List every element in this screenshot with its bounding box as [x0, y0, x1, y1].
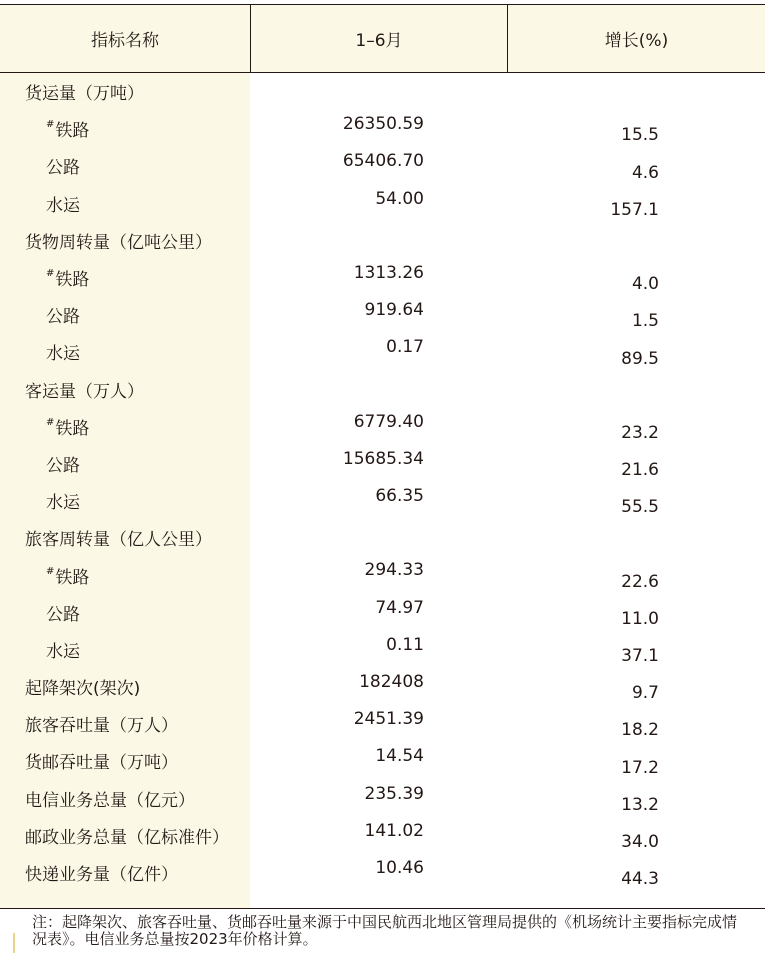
indicator-label: 水运 [46, 493, 80, 514]
value-period: 0.11 [386, 634, 424, 655]
value-growth: 4.6 [631, 162, 659, 183]
indicator-label: 公路 [46, 307, 80, 328]
table-body [0, 73, 765, 908]
indicator-label: 快递业务量（亿件） [25, 865, 178, 886]
value-period: 54.00 [375, 188, 424, 209]
value-growth: 44.3 [621, 869, 659, 890]
table-row [0, 854, 765, 891]
value-period: 10.46 [375, 857, 424, 878]
indicator-name [0, 780, 250, 817]
table-header [0, 4, 765, 73]
indicator-label: 旅客吞吐量（万人） [25, 716, 178, 737]
indicator-label: 货运量（万吨） [25, 84, 144, 105]
value-period: 26350.59 [342, 114, 424, 135]
indicator-label: 水运 [46, 195, 80, 216]
indicator-name [0, 333, 250, 370]
indicator-label: 旅客周转量（亿人公里） [25, 530, 212, 551]
value-growth [424, 222, 659, 259]
indicator-name [0, 705, 250, 742]
indicator-label: 水运 [46, 344, 80, 365]
table-row [0, 445, 765, 482]
value-growth: 157.1 [610, 199, 659, 220]
indicator-name [0, 110, 250, 147]
indicator-label: 铁路 [55, 418, 90, 439]
table-row [0, 408, 765, 445]
value-period: 65406.70 [342, 151, 424, 172]
value-period [250, 519, 424, 556]
table-row [0, 110, 765, 147]
indicator-label: 邮政业务总量（亿标准件） [25, 827, 229, 848]
value-period [250, 371, 424, 408]
table-row [0, 222, 765, 259]
indicator-label: 铁路 [55, 567, 90, 588]
indicator-name [0, 73, 250, 110]
value-period: 14.54 [375, 746, 424, 767]
value-growth [424, 519, 659, 556]
value-period [250, 222, 424, 259]
table-row [0, 817, 765, 854]
footnote-mark: # [46, 416, 55, 428]
value-growth: 22.6 [621, 571, 659, 592]
footnote-text: 注：起降架次、旅客吞吐量、货邮吞吐量来源于中国民航西北地区管理局提供的《机场统计主要指标完成情况表》。电信业务总量按2023年价格计算。 [32, 913, 738, 948]
indicator-name [0, 222, 250, 259]
value-growth: 18.2 [621, 720, 659, 741]
indicator-name [0, 185, 250, 222]
value-growth: 21.6 [621, 460, 659, 481]
table-row [0, 482, 765, 519]
header-period: 1–6月 [251, 5, 508, 72]
table-row [0, 594, 765, 631]
value-growth: 89.5 [621, 348, 659, 369]
value-period: 2451.39 [353, 709, 424, 730]
value-growth: 13.2 [621, 794, 659, 815]
value-growth: 23.2 [621, 422, 659, 443]
value-growth: 4.0 [631, 274, 659, 295]
indicator-name [0, 854, 250, 891]
value-period: 6779.40 [353, 411, 424, 432]
indicator-label: 公路 [46, 158, 80, 179]
footnote-mark: # [46, 119, 55, 131]
indicator-name [0, 631, 250, 668]
indicator-label: 起降架次(架次) [25, 679, 141, 700]
value-growth: 37.1 [621, 646, 659, 666]
table-row [0, 705, 765, 742]
value-period: 15685.34 [342, 448, 424, 469]
table-row [0, 631, 765, 668]
table-row [0, 519, 765, 556]
indicator-label: 公路 [46, 455, 80, 476]
value-period: 1313.26 [353, 262, 424, 283]
table-row [0, 371, 765, 408]
table-row [0, 556, 765, 593]
indicator-name [0, 482, 250, 519]
table-row [0, 147, 765, 184]
indicator-name [0, 259, 250, 296]
indicator-name [0, 519, 250, 556]
indicator-label: 货邮吞吐量（万吨） [25, 753, 178, 774]
value-period: 919.64 [364, 300, 424, 321]
table-row [0, 185, 765, 222]
footnote [0, 914, 765, 948]
statistics-table [0, 4, 765, 909]
indicator-name [0, 296, 250, 333]
indicator-label: 铁路 [55, 121, 90, 142]
table-row [0, 296, 765, 333]
footnote-mark: # [46, 565, 55, 577]
indicator-label: 水运 [46, 641, 80, 662]
indicator-name [0, 556, 250, 593]
footnote-mark: # [46, 268, 55, 280]
indicator-label: 客运量（万人） [25, 381, 144, 402]
value-growth: 55.5 [621, 497, 659, 518]
indicator-name [0, 147, 250, 184]
indicator-label: 电信业务总量（亿元） [25, 790, 195, 811]
indicator-name [0, 668, 250, 705]
table-row [0, 668, 765, 705]
value-growth: 34.0 [621, 831, 659, 852]
value-period: 182408 [359, 672, 424, 692]
indicator-name [0, 817, 250, 854]
value-growth: 9.7 [631, 683, 659, 704]
value-growth: 11.0 [621, 608, 659, 629]
value-growth [424, 73, 659, 110]
indicator-name [0, 594, 250, 631]
indicator-name [0, 408, 250, 445]
value-growth [424, 371, 659, 408]
value-growth: 1.5 [631, 311, 659, 332]
value-period: 74.97 [375, 597, 424, 618]
header-growth: 增长(%) [604, 31, 669, 51]
value-growth: 17.2 [621, 757, 659, 778]
table-bottom-rule [0, 908, 765, 909]
value-period: 294.33 [364, 560, 424, 581]
indicator-label: 铁路 [55, 270, 90, 291]
header-indicator-name: 指标名称 [0, 5, 251, 72]
indicator-name [0, 445, 250, 482]
indicator-name [0, 371, 250, 408]
value-period [250, 73, 424, 110]
value-period: 66.35 [375, 486, 424, 507]
value-growth: 15.5 [621, 125, 659, 146]
indicator-label: 货物周转量（亿吨公里） [25, 232, 212, 253]
table-row [0, 333, 765, 370]
table-row [0, 742, 765, 779]
value-period: 235.39 [364, 783, 424, 804]
table-row [0, 73, 765, 110]
indicator-label: 公路 [46, 604, 80, 625]
table-row [0, 780, 765, 817]
value-period: 0.17 [386, 337, 424, 358]
footnote-accent-bar [13, 933, 15, 953]
indicator-name [0, 742, 250, 779]
value-period: 141.02 [364, 820, 424, 841]
table-row [0, 259, 765, 296]
